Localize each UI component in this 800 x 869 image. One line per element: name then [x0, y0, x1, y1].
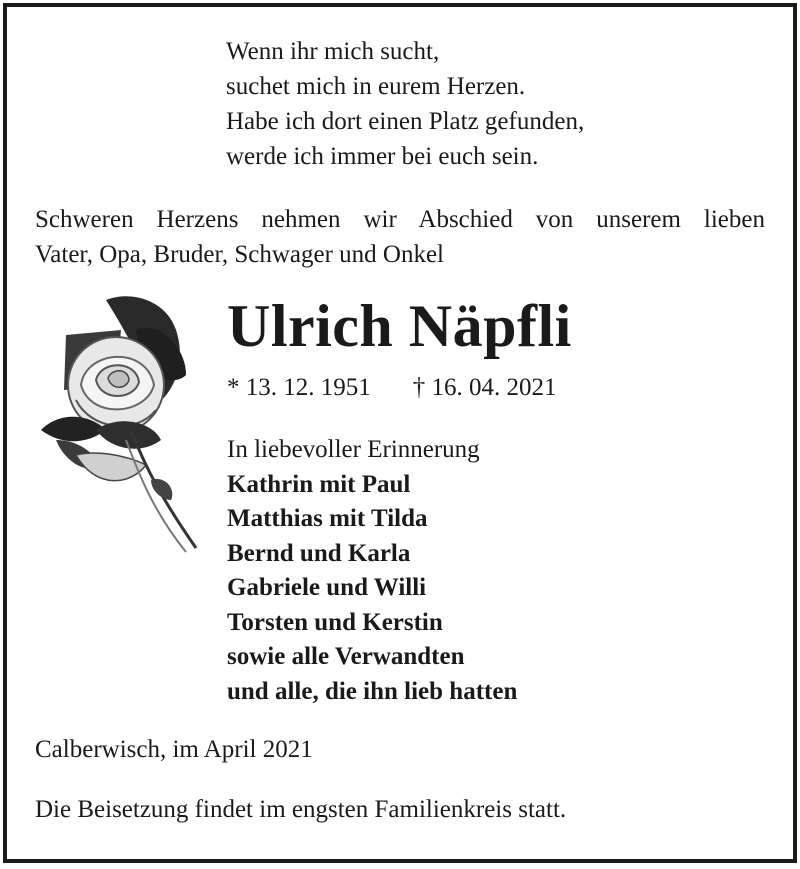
- poem-line: Habe ich dort einen Platz gefunden,: [226, 108, 585, 135]
- mourner-name: und alle, die ihn lieb hatten: [227, 677, 518, 705]
- death-date: † 16. 04. 2021: [412, 374, 557, 401]
- mourner-name: Torsten und Kerstin: [227, 608, 443, 636]
- place-date: Calberwisch, im April 2021: [35, 736, 313, 763]
- intro-text: [35, 202, 765, 272]
- mourners-list: [227, 433, 517, 709]
- burial-note: Die Beisetzung findet im engsten Familienkreis statt.: [35, 796, 567, 823]
- birth-date: * 13. 12. 1951: [227, 374, 371, 401]
- mourner-name: Matthias mit Tilda: [227, 505, 428, 532]
- mourner-name: Gabriele und Willi: [227, 574, 427, 601]
- intro-line: Vater, Opa, Bruder, Schwager und Onkel: [35, 241, 444, 268]
- poem-line: suchet mich in eurem Herzen.: [226, 73, 526, 100]
- intro-line: Schweren Herzens nehmen wir Abschied von unserem lieben: [35, 206, 765, 233]
- poem-line: werde ich immer bei euch sein.: [226, 143, 539, 170]
- mourner-name: Bernd und Karla: [227, 539, 411, 567]
- mourner-name: Kathrin mit Paul: [227, 470, 411, 498]
- poem: [226, 34, 584, 174]
- mourner-name: sowie alle Verwandten: [227, 643, 465, 670]
- rose-icon: [36, 290, 206, 560]
- life-dates: [227, 370, 557, 405]
- deceased-name: Ulrich Näpfli: [227, 293, 572, 359]
- mourners-heading: In liebevoller Erinnerung: [227, 436, 480, 463]
- poem-line: Wenn ihr mich sucht,: [226, 38, 440, 65]
